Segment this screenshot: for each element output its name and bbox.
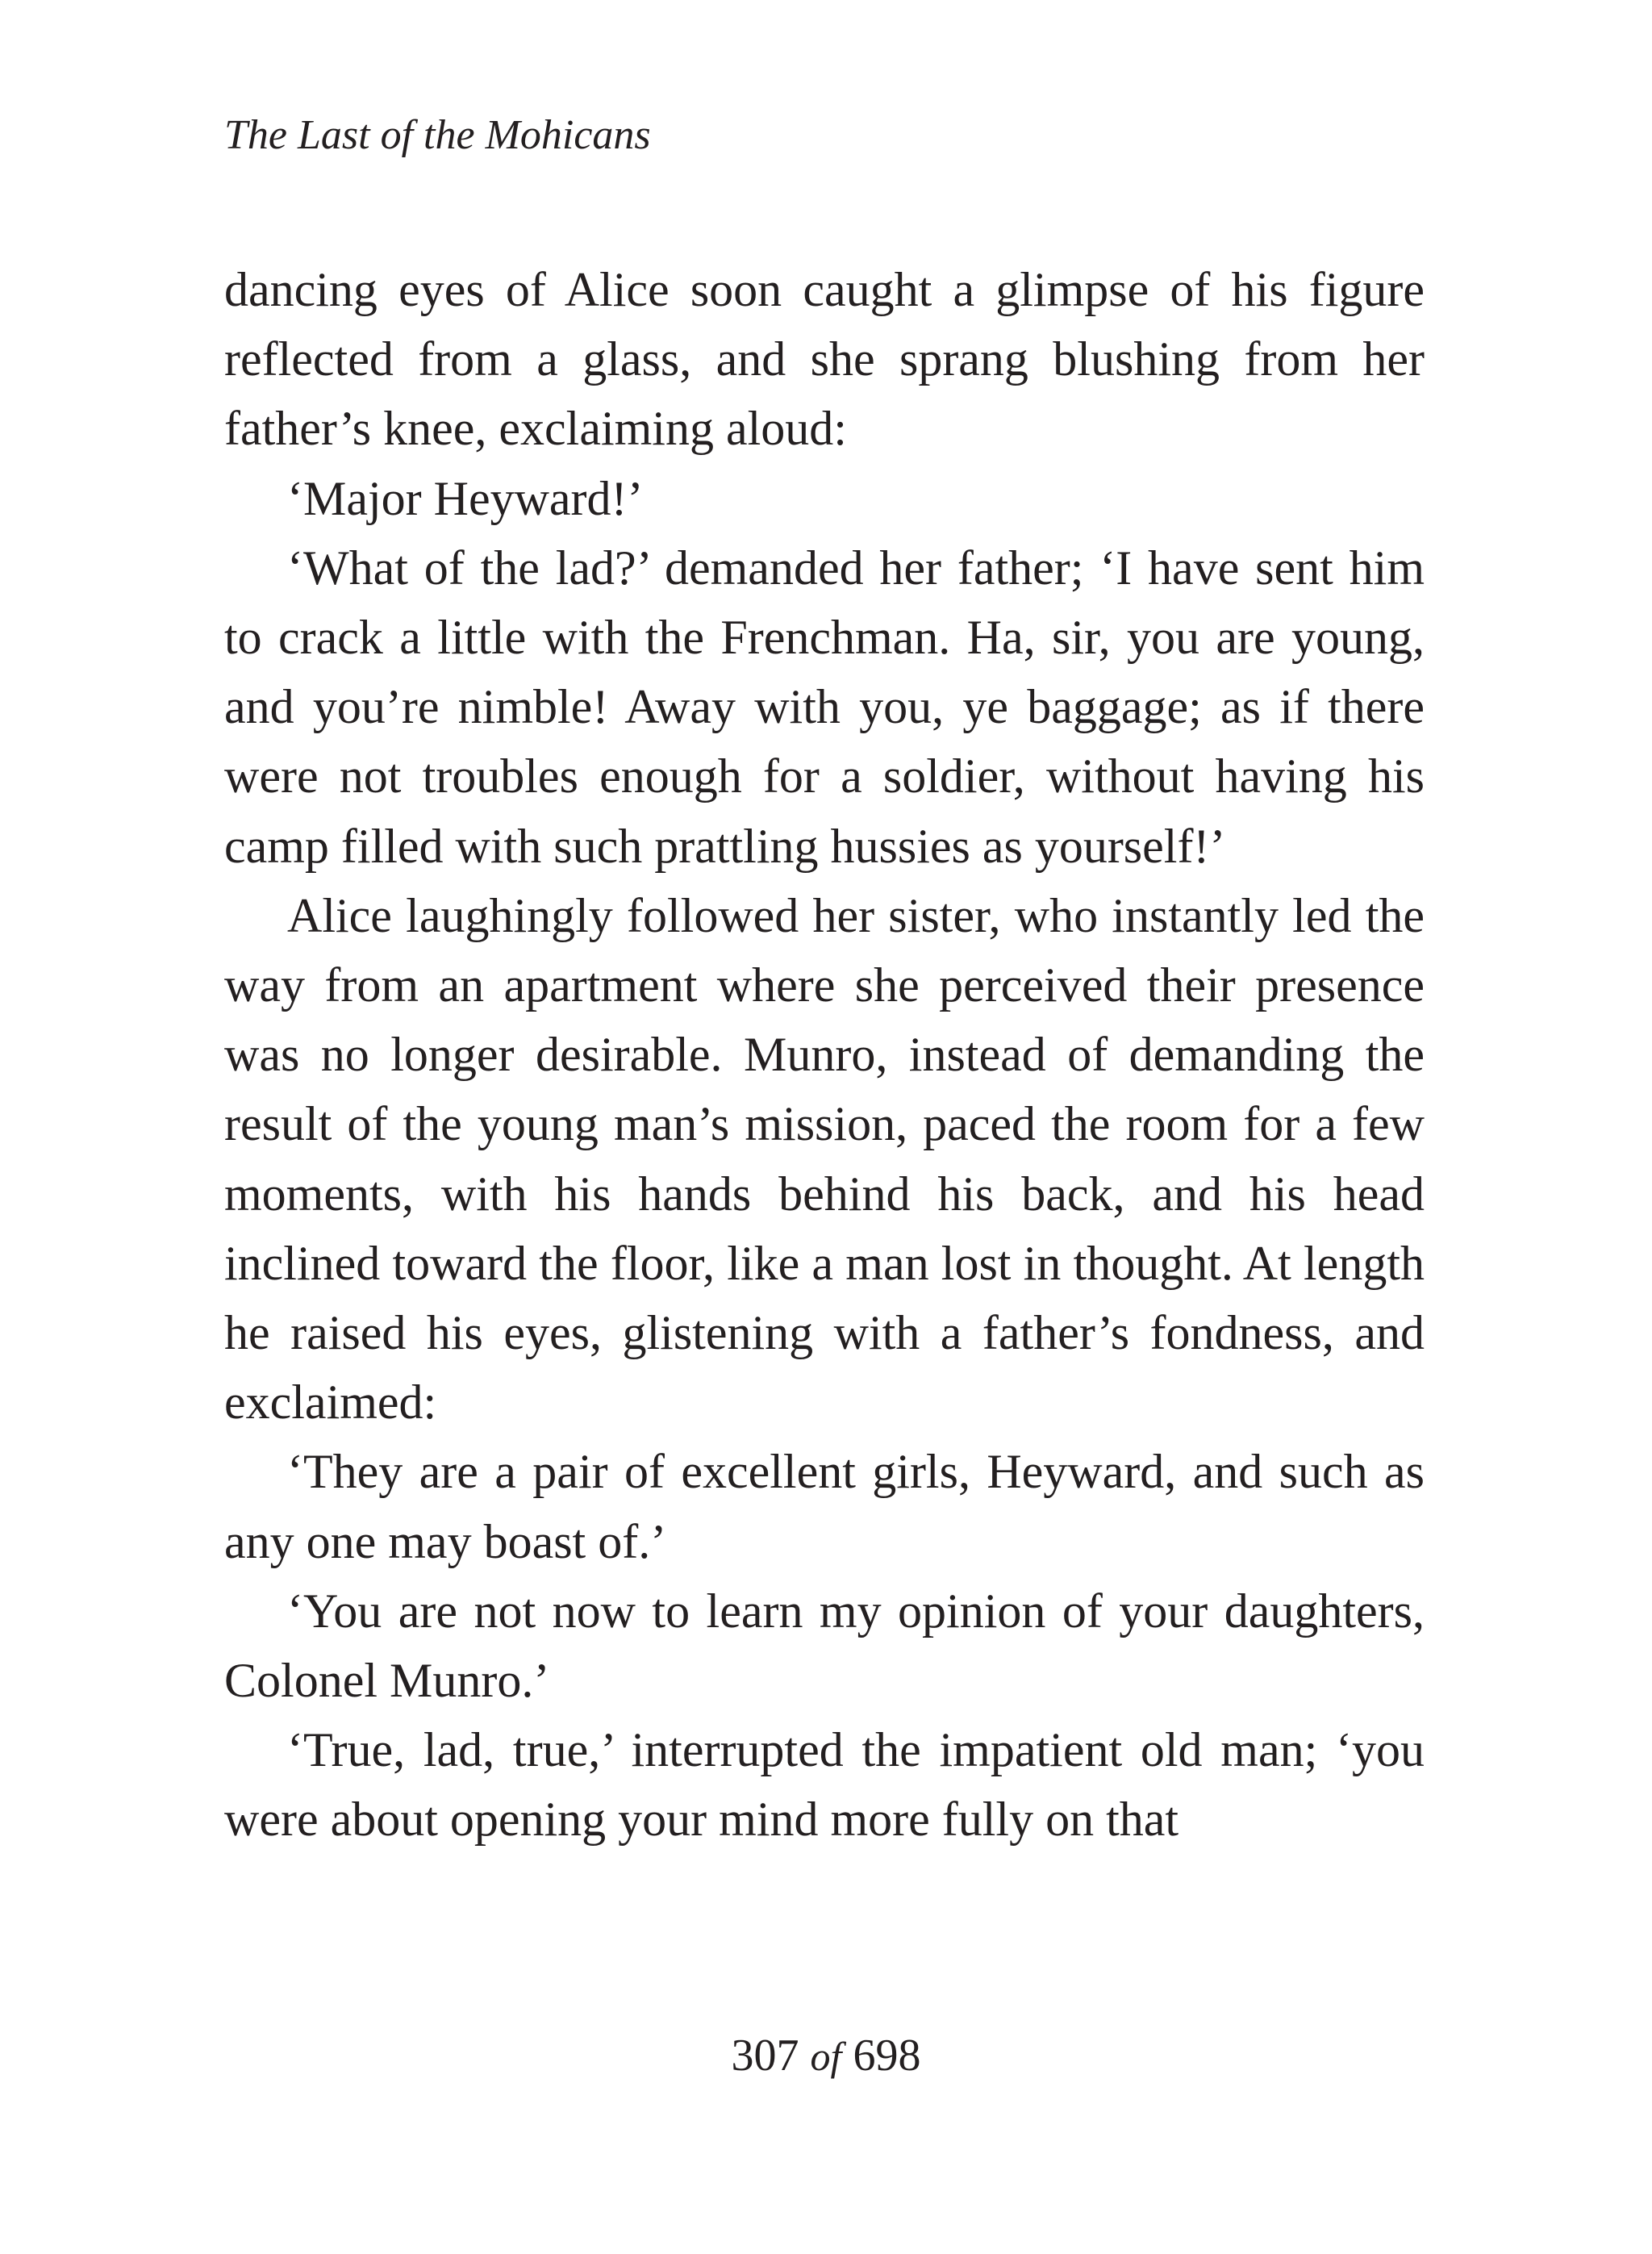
paragraph: ‘They are a pair of excellent girls, Heyward, and such as any one may boast of.’ xyxy=(224,1445,1425,1568)
paragraph: ‘Major Heyward!’ xyxy=(287,471,644,525)
paragraph: ‘What of the lad?’ demanded her father; ‘I have sent him to crack a little with the Frenchman. Ha, sir, you are young, and you’re nimble! Away with you, ye baggage; as if there were not troubles enough for a soldier, without having his camp filled with such prattling hussies as yourself!’ xyxy=(224,541,1425,873)
paragraph: Alice laughingly followed her sister, who instantly led the way from an apartment where she perceived their presence was no longer desirable. Munro, instead of demanding the result of the young man’s mission, paced the room for a few moments, with his hands behind his back, and his head inclined toward the floor, like a man lost in thought. At length he raised his eyes, glistening with a father’s fondness, and exclaimed: xyxy=(224,888,1425,1430)
paragraph-continued: ‘True, lad, true,’ interrupted the impatient old man; ‘you were about opening your mind more fully on that xyxy=(224,1723,1425,1847)
page-number-current: 307 xyxy=(731,2031,799,2081)
page-number-separator: of xyxy=(810,2034,842,2079)
page-number xyxy=(0,2023,1652,2089)
body-text xyxy=(224,255,1425,1855)
page-number-total: 698 xyxy=(853,2031,921,2081)
running-head: The Last of the Mohicans xyxy=(224,112,651,158)
paragraph: dancing eyes of Alice soon caught a glimpse of his figure reflected from a glass, and she sprang blushing from her father’s knee, exclaiming aloud: xyxy=(224,263,1425,456)
paragraph: ‘You are not now to learn my opinion of your daughters, Colonel Munro.’ xyxy=(224,1584,1425,1708)
